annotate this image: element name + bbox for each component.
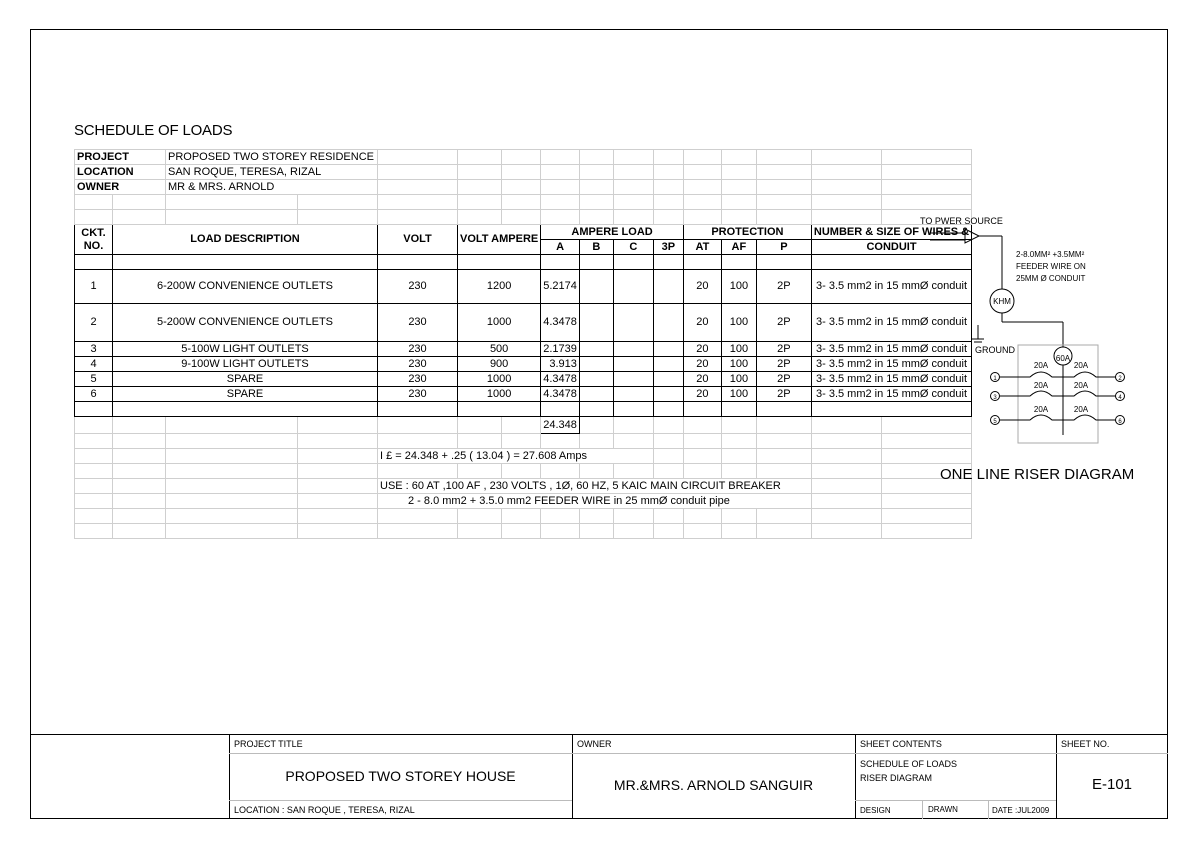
volt-ampere-header: VOLT AMPERE [458,225,541,255]
owner-name: MR.&MRS. ARNOLD SANGUIR [613,777,814,793]
ckt-header: CKT. NO. [75,225,113,255]
svg-text:60A: 60A [1055,354,1071,363]
svg-text:1: 1 [993,376,997,382]
project-value: PROPOSED TWO STOREY RESIDENCE [166,150,378,165]
to-source-label: TO PWER SOURCE [920,216,1003,226]
breaker-row [991,381,1125,401]
svg-text:20A: 20A [1073,405,1089,414]
owner-value: MR & MRS. ARNOLD [166,180,378,195]
svg-text:6: 6 [1118,419,1122,425]
feeder-line: 2 - 8.0 mm2 + 3.5.0 mm2 FEEDER WIRE in 25 mmØ conduit pipe [378,494,812,509]
protection-header: PROTECTION [683,225,811,240]
svg-text:20A: 20A [1033,361,1049,370]
sheet-contents-label: SHEET CONTENTS [860,739,942,749]
owner-block-label: OWNER [577,739,612,749]
col-a: A [541,240,580,255]
sheet-contents-2: RISER DIAGRAM [860,773,933,783]
schedule-title: SCHEDULE OF LOADS [74,122,233,139]
date-label: DATE :JUL2009 [992,806,1050,815]
svg-text:20A: 20A [1033,405,1049,414]
col-p: P [756,240,811,255]
feeder-note-1: 2-8.0MM² +3.5MM² [1016,250,1085,259]
riser-title: ONE LINE RISER DIAGRAM [940,466,1135,483]
svg-text:20A: 20A [1073,361,1089,370]
use-line: USE : 60 AT ,100 AF , 230 VOLTS , 1Ø, 60 HZ, 5 KAIC MAIN CIRCUIT BREAKER [378,479,812,494]
feeder-note-2: FEEDER WIRE ON [1016,262,1086,271]
source-arrow-icon [965,229,979,243]
col-c: C [613,240,653,255]
svg-text:20A: 20A [1073,381,1089,390]
project-title-label: PROJECT TITLE [234,739,303,749]
breaker-row [991,361,1125,382]
svg-text:20A: 20A [1033,381,1049,390]
breaker-row [991,405,1125,425]
khm-label: KHM [993,297,1011,306]
load-desc-header: LOAD DESCRIPTION [113,225,378,255]
location-line: LOCATION : SAN ROQUE , TERESA, RIZAL [234,805,415,815]
location-label: LOCATION [75,165,166,180]
location-value: SAN ROQUE, TERESA, RIZAL [166,165,378,180]
col-af: AF [721,240,756,255]
table-row: 2 [75,304,113,342]
project-label: PROJECT [75,150,166,165]
total-amps: 24.348 [541,417,580,434]
drawn-label: DRAWN [928,805,958,814]
calc-line: I £ = 24.348 + .25 ( 13.04 ) = 27.608 Amps [378,449,654,464]
sheet-no-label: SHEET NO. [1061,739,1110,749]
svg-text:2: 2 [1118,376,1122,382]
schedule-table: PROJECT PROPOSED TWO STOREY RESIDENCE LOCATION SAN ROQUE, TERESA, RIZAL OWNER MR & MRS. ARNOLD CKT. NO. LOAD DESCRIPTION VOLT VOLT AMPERE AMPERE LOAD PROTECTION NUMBER & SIZE OF WIRES & A B C 3P AT AF P CONDUIT 1 6-200W CONVENIENCE OUTLETS 230 1200 5.2174 20 100 2P 3- 3.5 mm2 in 15 mmØ conduit 2 5-200W CONVENIENCE OUTLETS 230 1000 4.3478 20 100 2P 3- 3.5 mm2 in 15 mmØ conduit 3 5-100W LIGHT OUTLETS 230 500 2.1739 20 100 2P 3- 3.5 mm2 in 15 mmØ conduit 4 9-100W LIGHT OUTLETS 230 900 3.913 20 100 2P 3- 3.5 mm2 in 15 mmØ conduit 5 SPARE 230 1000 4.3478 20 100 2P 3- 3.5 mm2 in 15 mmØ conduit 6 SPARE 230 1000 4.3478 20 100 2P 3- 3.5 mm2 in 15 mmØ conduit 24.348 I £ = 24.348 + .25 ( 13.04 ) = 27.608 Amps USE : 60 AT ,100 AF , 230 VOLTS , 1Ø, 60 HZ, 5 KAIC MAIN CIRCUIT BREAKER 2 - 8.0 mm2 + 3.5.0 mm2 FEEDER WIRE in 25 mmØ conduit pipe [74,149,972,539]
table-row: 6 [75,387,113,402]
svg-text:5: 5 [993,419,997,425]
col-b: B [579,240,613,255]
owner-label: OWNER [75,180,166,195]
design-label: DESIGN [860,806,891,815]
ground-label: GROUND [975,345,1015,355]
col-at: AT [683,240,721,255]
svg-text:3: 3 [993,395,997,401]
table-row: 3 [75,342,113,357]
sheet-contents-1: SCHEDULE OF LOADS [860,759,958,769]
volt-header: VOLT [378,225,458,255]
table-row: 5 [75,372,113,387]
wires-header: NUMBER & SIZE OF WIRES & [811,225,971,240]
table-row: 1 [75,270,113,304]
svg-text:4: 4 [1118,395,1122,401]
col-3p: 3P [653,240,683,255]
sheet-number: E-101 [1091,776,1133,793]
ampere-load-header: AMPERE LOAD [541,225,684,240]
col-wires: CONDUIT [811,240,971,255]
project-title: PROPOSED TWO STOREY HOUSE [285,768,516,784]
feeder-note-3: 25MM Ø CONDUIT [1016,274,1086,283]
table-row: 4 [75,357,113,372]
riser-diagram [920,205,1140,455]
